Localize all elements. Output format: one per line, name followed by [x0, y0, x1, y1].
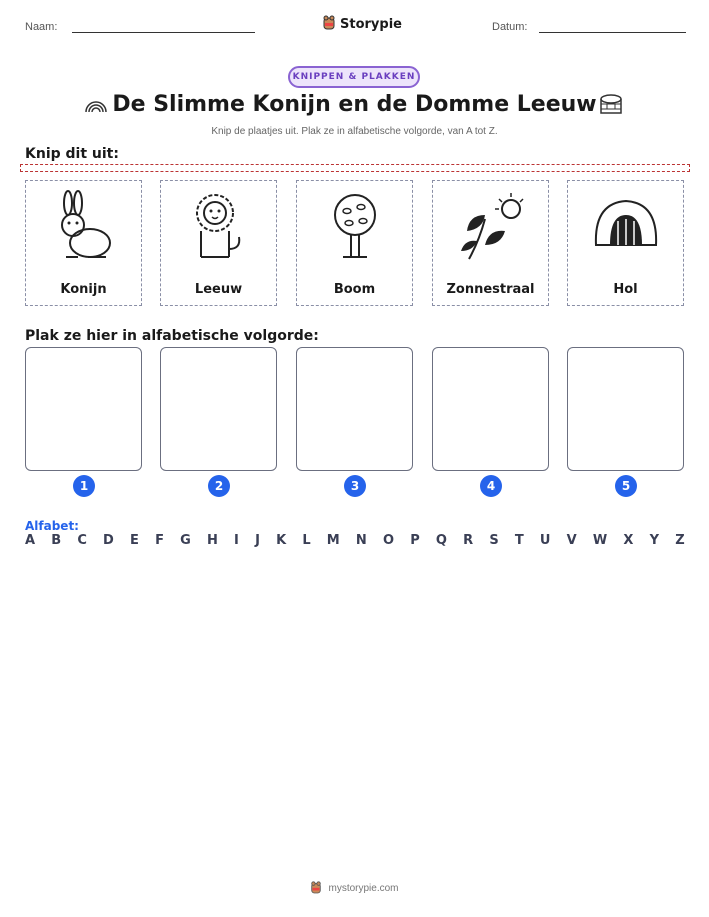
cut-line [20, 164, 690, 172]
footer [0, 880, 709, 897]
alphabet-letter: E [130, 533, 139, 548]
alphabet-letter: V [566, 533, 577, 548]
footer-url[interactable]: mystorypie.com [328, 883, 399, 894]
card-label: Hol [613, 282, 638, 297]
cut-heading: Knip dit uit: [25, 146, 119, 162]
alphabet-letter: X [623, 533, 634, 548]
activity-badge: KNIPPEN & PLAKKEN [288, 66, 420, 88]
alphabet-letter: D [103, 533, 114, 548]
slot-number: 4 [480, 475, 502, 497]
cut-card-zonnestraal[interactable] [432, 180, 549, 306]
alphabet-letter: K [276, 533, 287, 548]
alphabet-letter: A [25, 533, 36, 548]
card-label: Leeuw [194, 282, 243, 297]
cave-icon [590, 189, 662, 267]
alphabet-letter: N [355, 533, 367, 548]
lion-icon [183, 189, 255, 267]
paste-slot-3[interactable] [296, 347, 413, 471]
alphabet-letter: M [326, 533, 340, 548]
slot-number: 2 [208, 475, 230, 497]
card-label: Konijn [60, 282, 107, 297]
alphabet-letter: Y [649, 533, 660, 548]
alphabet-letter: P [410, 533, 420, 548]
name-field[interactable] [72, 32, 255, 33]
storypie-logo-icon [322, 14, 336, 34]
alphabet-letter: O [382, 533, 395, 548]
slot-number: 5 [615, 475, 637, 497]
rabbit-icon [48, 189, 120, 267]
brand-name: Storypie [340, 16, 402, 32]
brand-logo [322, 14, 402, 34]
date-field[interactable] [539, 32, 686, 33]
card-label: Boom [333, 282, 376, 297]
sun-leaves-icon [455, 189, 527, 267]
paste-heading: Plak ze hier in alfabetische volgorde: [25, 328, 319, 344]
cut-card-hol[interactable] [567, 180, 684, 306]
paste-slot-5[interactable] [567, 347, 684, 471]
alphabet-letter: T [514, 533, 524, 548]
cut-card-konijn[interactable] [25, 180, 142, 306]
alphabet-letter: R [463, 533, 474, 548]
cut-card-leeuw[interactable] [160, 180, 277, 306]
alphabet-letter: J [255, 533, 260, 548]
tree-icon [319, 189, 391, 267]
paste-slot-2[interactable] [160, 347, 277, 471]
card-label: Zonnestraal [446, 282, 535, 297]
alphabet-letter: S [489, 533, 499, 548]
paste-slot-4[interactable] [432, 347, 549, 471]
cut-card-boom[interactable] [296, 180, 413, 306]
alphabet-letter: L [302, 533, 311, 548]
slot-number: 3 [344, 475, 366, 497]
name-label: Naam: [25, 21, 58, 33]
page-title: De Slimme Konijn en de Domme Leeuw [112, 92, 597, 117]
alphabet-letter: Q [435, 533, 447, 548]
alphabet-row [25, 533, 685, 548]
date-label: Datum: [492, 21, 528, 33]
alphabet-letter: C [77, 533, 87, 548]
alphabet-letter: H [206, 533, 218, 548]
alphabet-heading: Alfabet: [25, 519, 79, 533]
storypie-logo-icon [310, 880, 322, 897]
alphabet-letter: G [180, 533, 191, 548]
alphabet-letter: F [155, 533, 164, 548]
instructions: Knip de plaatjes uit. Plak ze in alfabetische volgorde, van A tot Z. [211, 126, 498, 137]
alphabet-letter: Z [675, 533, 685, 548]
slot-number: 1 [73, 475, 95, 497]
well-icon [598, 93, 624, 121]
alphabet-letter: I [234, 533, 239, 548]
alphabet-letter: B [51, 533, 62, 548]
paste-slot-1[interactable] [25, 347, 142, 471]
alphabet-letter: W [592, 533, 608, 548]
alphabet-letter: U [539, 533, 551, 548]
